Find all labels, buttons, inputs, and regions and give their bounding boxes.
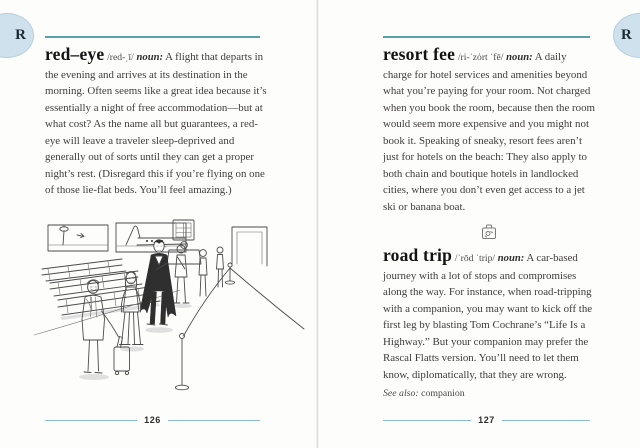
see-also-line (383, 387, 595, 401)
entry-resort-fee (383, 46, 595, 215)
airport-seating (42, 259, 160, 320)
letter-tab-label: R (621, 27, 632, 43)
traveler-background-1 (174, 245, 189, 303)
airport-queue-illustration (34, 219, 306, 415)
departure-board-icon (173, 220, 194, 240)
left-page-footer (45, 415, 260, 425)
page-number: 127 (478, 415, 495, 425)
footer-rule (45, 420, 137, 421)
top-rule-left (45, 36, 260, 38)
shadow (79, 374, 109, 380)
entry-body: A flight that departs in the evening and arrives at its destination in the morning. Often seems like a great idea because it’s essentially a night of free accommodation—but at what cost? As the name all but guarantees, a red-eye will leave a traveler sleep-deprived and generally out of sorts until they can get a proper night’s rest. (Disregard this if you’re flying on one of those lie-flat beds. You’ll feel amazing.) (45, 51, 267, 196)
shadow (174, 304, 192, 308)
entry-part-of-speech: noun: (506, 52, 533, 63)
entry-phonetic: /ˈrōd ˈtrip/ (454, 253, 496, 264)
top-rule-right (383, 36, 590, 38)
tired-man-traveler (82, 280, 130, 375)
entry-body: A car-based journey with a lot of stops and compromises along the way. For instance, when road-tripping with a companion, you may want to kick off the first leg by blasting Tom Cochrane’s “Life Is a Highway.” But your companion may prefer the Rascal Flatts version. You’ll need to let them know, diplomatically, that they are wrong. (383, 252, 593, 381)
queue-stanchion-rope (175, 263, 304, 390)
entry-phonetic: /red-ˌī/ (107, 52, 134, 63)
right-page-footer (383, 415, 590, 425)
shadow (145, 327, 173, 333)
letter-tab-left (0, 13, 34, 58)
window-airplane-icon (116, 223, 186, 252)
vampire-traveler (140, 240, 176, 325)
suitcase-icon (480, 222, 498, 241)
footer-rule (168, 420, 260, 421)
entry-headword: resort fee (383, 44, 456, 64)
entry-headword: road trip (383, 245, 453, 265)
entry-divider (383, 222, 595, 241)
right-page-column (383, 46, 595, 401)
entry-part-of-speech: noun: (497, 253, 525, 264)
footer-rule (383, 420, 471, 421)
check-in-desk (167, 242, 201, 264)
entry-road-trip (383, 247, 595, 383)
window-control-tower-icon (48, 225, 108, 251)
entry-body: A daily charge for hotel services and amenities beyond what you’re paying for your room. Not charged when you book the room, because then the room would seem more expensive and you might not book it. Speaking of sneaky, resort fees aren’t just for hotels on the beach: They also apply to both chain and boutique hotels in landlocked cities, where you don’t even get access to a jet ski or banana boat. (383, 51, 596, 213)
page-gutter (316, 0, 319, 448)
letter-tab-label: R (15, 27, 26, 43)
see-also-label: See also: (383, 388, 419, 399)
security-gate (232, 227, 267, 266)
entry-headword: red–eye (45, 44, 105, 64)
entry-part-of-speech: noun: (136, 52, 163, 63)
entry-phonetic: /ri-ˈzȯrt ˈfē/ (457, 52, 504, 63)
footer-rule (502, 420, 590, 421)
page-number: 126 (144, 415, 161, 425)
left-page-column (45, 46, 267, 199)
letter-tab-right (613, 13, 640, 58)
entry-red-eye (45, 46, 267, 199)
see-also-target: companion (421, 388, 465, 399)
